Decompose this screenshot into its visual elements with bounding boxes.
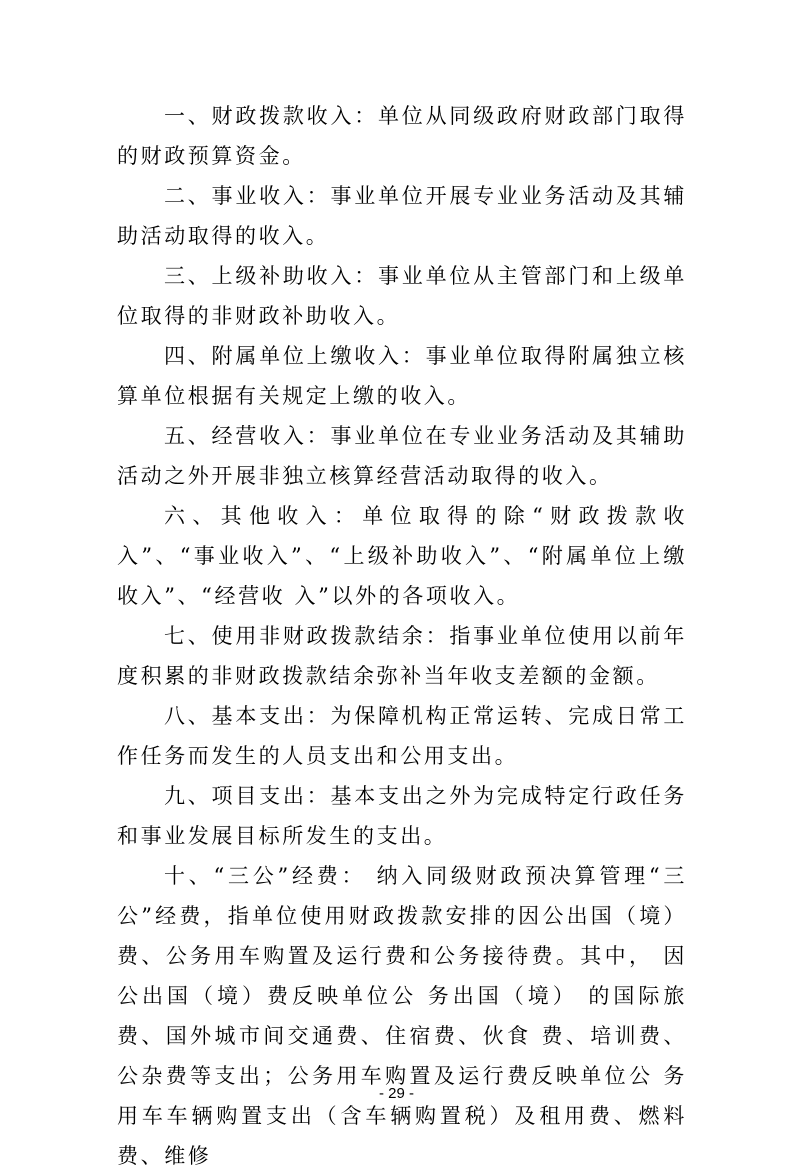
paragraph-affiliated-unit-income: 四、附属单位上缴收入：事业单位取得附属独立核算单位根据有关规定上缴的收入。 (117, 344, 687, 408)
paragraph-other-income: 六、其他收入：单位取得的除“财政拨款收入”、“事业收入”、“上级补助收入”、“附属单位上缴收入”、“经营收 入”以外的各项收入。 (117, 504, 687, 608)
paragraph-fiscal-appropriation-income: 一、财政拨款收入：单位从同级政府财政部门取得的财政预算资金。 (117, 104, 687, 168)
document-body (117, 96, 687, 1176)
paragraph-non-fiscal-surplus: 七、使用非财政拨款结余：指事业单位使用以前年度积累的非财政拨款结余弥补当年收支差额的金额。 (117, 624, 687, 688)
paragraph-operating-income: 五、经营收入：事业单位在专业业务活动及其辅助活动之外开展非独立核算经营活动取得的收入。 (117, 424, 687, 488)
paragraph-project-expenditure: 九、项目支出：基本支出之外为完成特定行政任务和事业发展目标所发生的支出。 (117, 784, 687, 848)
page-number: - 29 - (378, 1085, 414, 1102)
paragraph-business-income: 二、事业收入：事业单位开展专业业务活动及其辅助活动取得的收入。 (117, 184, 687, 248)
paragraph-three-public-expenses: 十、“三公”经费： 纳入同级财政预决算管理“三公”经费，指单位使用财政拨款安排的因公出国（境）费、公务用车购置及运行费和公务接待费。其中， 因公出国（境）费反映单位公 务出国（境） 的国际旅费、国外城市间交通费、住宿费、伙食 费、培训费、公杂费等支出；公务用车购置及运行费反映单位公 务用车车辆购置支出（含车辆购置税）及租用费、燃料费、维修 (117, 864, 687, 1168)
paragraph-basic-expenditure: 八、基本支出：为保障机构正常运转、完成日常工作任务而发生的人员支出和公用支出。 (117, 704, 687, 768)
paragraph-superior-subsidy-income: 三、上级补助收入：事业单位从主管部门和上级单位取得的非财政补助收入。 (117, 264, 687, 328)
